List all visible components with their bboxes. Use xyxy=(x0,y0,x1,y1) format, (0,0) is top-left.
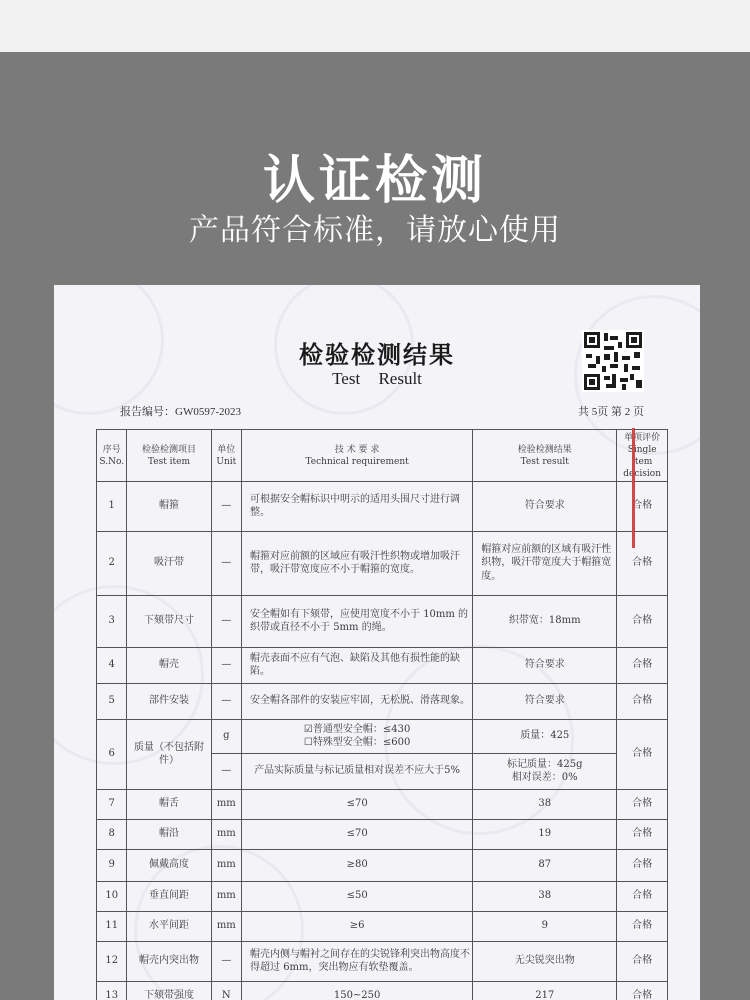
red-seal-stamp xyxy=(632,428,654,548)
cell-decision: 合格 xyxy=(617,595,668,647)
header-result: 检验检测结果 Test result xyxy=(473,430,617,482)
banner-subtitle: 产品符合标准，请放心使用 xyxy=(189,213,561,248)
table-row xyxy=(97,683,668,719)
cell-item: 质量（不包括附件） xyxy=(127,719,211,789)
cell-unit: N xyxy=(211,981,241,1000)
cell-requirement: 帽壳表面不应有气泡、缺陷及其他有损性能的缺陷。 xyxy=(242,647,473,683)
results-table xyxy=(96,429,668,1000)
document-subtitle: Test Result xyxy=(332,369,422,388)
cell-requirement: 安全帽各部件的安装应牢固，无松脱、滑落现象。 xyxy=(242,683,473,719)
cell-result: 织带宽：18mm xyxy=(473,595,617,647)
table-row xyxy=(97,819,668,849)
header-requirement: 技 术 要 求 Technical requirement xyxy=(242,430,473,482)
cell-requirement: 帽壳内侧与帽衬之间存在的尖锐锋利突出物高度不得超过 6mm，突出物应有软垫覆盖。 xyxy=(242,941,473,981)
cell-result: 217 xyxy=(473,981,617,1000)
cell-result: 87 xyxy=(473,849,617,881)
cell-result: 无尖锐突出物 xyxy=(473,941,617,981)
table-row xyxy=(97,647,668,683)
cell-item: 部件安装 xyxy=(127,683,211,719)
cell-decision: 合格 xyxy=(617,849,668,881)
table-row xyxy=(97,481,668,531)
header-item: 检验检测项目 Test item xyxy=(127,430,211,482)
cell-requirement: 150~250 xyxy=(242,981,473,1000)
cell-decision: 合格 xyxy=(617,981,668,1000)
table-row xyxy=(97,849,668,881)
cell-no: 8 xyxy=(97,819,127,849)
cell-unit: — xyxy=(211,531,241,595)
cell-requirement: ≤70 xyxy=(242,789,473,819)
cell-no: 5 xyxy=(97,683,127,719)
header-unit: 单位 Unit xyxy=(211,430,241,482)
cell-item: 吸汗带 xyxy=(127,531,211,595)
cell-no: 9 xyxy=(97,849,127,881)
cell-unit: mm xyxy=(211,881,241,911)
cell-no: 11 xyxy=(97,911,127,941)
cell-unit: g xyxy=(211,719,241,753)
cell-unit: mm xyxy=(211,849,241,881)
cell-decision: 合格 xyxy=(617,941,668,981)
cell-result: 19 xyxy=(473,819,617,849)
cell-no: 7 xyxy=(97,789,127,819)
requirement-line: ☑普通型安全帽：≤430 xyxy=(303,723,411,735)
cell-no: 3 xyxy=(97,595,127,647)
table-row xyxy=(97,531,668,595)
document-title: 检验检测结果 xyxy=(299,340,455,369)
qr-code xyxy=(582,330,644,392)
cell-decision: 合格 xyxy=(617,719,668,789)
result-line: 标记质量：425g xyxy=(507,758,583,770)
cell-unit: — xyxy=(211,683,241,719)
cell-requirement xyxy=(242,719,473,753)
cell-unit: mm xyxy=(211,911,241,941)
cell-item: 下颏带尺寸 xyxy=(127,595,211,647)
cell-requirement: ≤70 xyxy=(242,819,473,849)
cell-decision: 合格 xyxy=(617,881,668,911)
header-decision: 单项评价 Single item decision xyxy=(617,430,668,482)
cell-unit: — xyxy=(211,481,241,531)
cell-no: 1 xyxy=(97,481,127,531)
cell-decision: 合格 xyxy=(617,647,668,683)
cell-result: 符合要求 xyxy=(473,683,617,719)
cell-result: 符合要求 xyxy=(473,647,617,683)
cell-requirement: 安全帽如有下颏带，应使用宽度不小于 10mm 的织带或直径不小于 5mm 的绳。 xyxy=(242,595,473,647)
result-line: 相对误差：0% xyxy=(511,772,578,784)
table-row xyxy=(97,911,668,941)
cell-unit: — xyxy=(211,595,241,647)
cell-item: 帽箍 xyxy=(127,481,211,531)
cell-no: 13 xyxy=(97,981,127,1000)
cell-decision: 合格 xyxy=(617,911,668,941)
table-header-row xyxy=(97,430,668,482)
cell-requirement: 可根据安全帽标识中明示的适用头围尺寸进行调整。 xyxy=(242,481,473,531)
cell-result: 9 xyxy=(473,911,617,941)
cell-no: 12 xyxy=(97,941,127,981)
cell-result: 质量：425 xyxy=(473,719,617,753)
cell-unit: — xyxy=(211,941,241,981)
table-row xyxy=(97,941,668,981)
cell-item: 水平间距 xyxy=(127,911,211,941)
cell-item: 佩戴高度 xyxy=(127,849,211,881)
cell-no: 4 xyxy=(97,647,127,683)
cell-decision: 合格 xyxy=(617,789,668,819)
table-row xyxy=(97,789,668,819)
table-row xyxy=(97,595,668,647)
cell-result: 38 xyxy=(473,789,617,819)
cell-requirement: ≥6 xyxy=(242,911,473,941)
top-strip xyxy=(0,0,750,52)
report-number: 报告编号：GW0597-2023 xyxy=(120,406,241,418)
cell-item: 下颏带强度 xyxy=(127,981,211,1000)
table-row xyxy=(97,981,668,1000)
cell-item: 帽舌 xyxy=(127,789,211,819)
page-info: 共 5页 第 2 页 xyxy=(578,406,644,418)
cell-decision: 合格 xyxy=(617,531,668,595)
cell-requirement: ≤50 xyxy=(242,881,473,911)
cell-requirement: 产品实际质量与标记质量相对误差不应大于5% xyxy=(242,753,473,789)
cell-requirement: 帽箍对应前额的区域应有吸汗性织物或增加吸汗带，吸汗带宽度应不小于帽箍的宽度。 xyxy=(242,531,473,595)
cell-item: 帽沿 xyxy=(127,819,211,849)
cell-item: 帽壳 xyxy=(127,647,211,683)
cell-result: 38 xyxy=(473,881,617,911)
requirement-line: ☐特殊型安全帽：≤600 xyxy=(303,737,411,749)
cell-decision: 合格 xyxy=(617,481,668,531)
cell-unit: — xyxy=(211,753,241,789)
cell-result: 符合要求 xyxy=(473,481,617,531)
table-row xyxy=(97,881,668,911)
cell-requirement: ≥80 xyxy=(242,849,473,881)
cell-no: 10 xyxy=(97,881,127,911)
cell-result: 帽箍对应前额的区域有吸汗性织物，吸汗带宽度大于帽箍宽度。 xyxy=(473,531,617,595)
cell-decision: 合格 xyxy=(617,683,668,719)
cell-result xyxy=(473,753,617,789)
cell-item: 垂直间距 xyxy=(127,881,211,911)
cell-decision: 合格 xyxy=(617,819,668,849)
cell-item: 帽壳内突出物 xyxy=(127,941,211,981)
cell-unit: mm xyxy=(211,789,241,819)
certificate-document xyxy=(54,285,700,1000)
cell-no: 2 xyxy=(97,531,127,595)
cell-no: 6 xyxy=(97,719,127,789)
header-no: 序号 S.No. xyxy=(97,430,127,482)
banner-title: 认证检测 xyxy=(262,151,487,211)
cell-unit: — xyxy=(211,647,241,683)
cell-unit: mm xyxy=(211,819,241,849)
table-row xyxy=(97,719,668,753)
